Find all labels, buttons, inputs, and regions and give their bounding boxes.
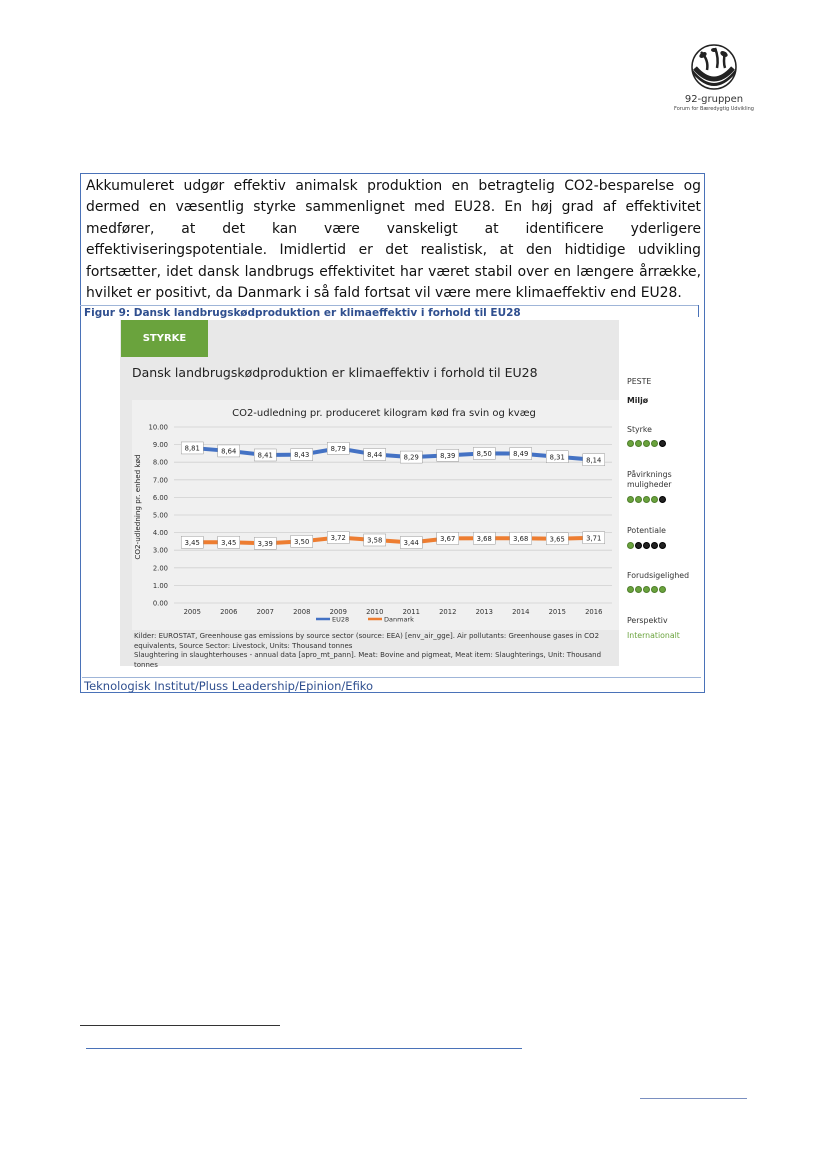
data-label: 8,44 [367,451,383,460]
rating-dot-filled-icon [627,440,634,447]
forudsig-rating [627,586,666,593]
rating-dot-filled-icon [627,542,634,549]
x-tick-label: 2006 [220,608,238,616]
rating-dot-filled-icon [643,586,650,593]
intro-paragraph: Akkumuleret udgør effektiv animalsk produktion en betragtelig CO2-besparelse og dermed en væsentlig styrke sammenlignet med EU28. En høj grad af effektivitet medfører, at det kan være vanskeligt at identificere yderligere effektiviseringspotentiale. Imidlertid er det realistisk, at den hidtidige udvikling fortsætter, idet dansk landbrugs effektivitet har været stabil over en længere årrække, hvilket er positivt, da Danmark i så fald fortsat vil være mere klimaeffektiv end EU28. [86,178,701,302]
data-label: 3,50 [294,538,310,546]
styrke-label: Styrke [627,425,652,434]
data-label: 8,29 [403,453,419,462]
y-tick-label: 10.00 [148,423,168,432]
y-tick-label: 4.00 [152,529,168,538]
y-tick-label: 8.00 [152,458,168,467]
data-label: 3,45 [221,538,237,547]
x-tick-label: 2015 [548,608,566,616]
potentiale-rating [627,542,666,549]
y-tick-label: 5.00 [152,511,168,520]
x-tick-label: 2011 [402,608,420,616]
panel-title: Dansk landbrugskødproduktion er klimaeffektiv i forhold til EU28 [132,365,538,380]
rating-dot-filled-icon [643,440,650,447]
x-tick-label: 2005 [183,608,201,616]
data-label: 3,39 [257,539,273,548]
logo-subtitle: Forum for Bæredygtig Udvikling [674,106,754,112]
x-tick-label: 2012 [439,608,457,616]
line-chart [120,400,619,630]
styrke-rating [627,440,666,447]
figure-caption: Figur 9: Dansk landbrugskødproduktion er klimaeffektiv i forhold til EU28 [84,307,521,319]
perspektiv-label: Perspektiv [627,616,668,625]
y-tick-label: 7.00 [152,476,168,485]
rating-dot-empty-icon [643,542,650,549]
data-label: 8,39 [440,451,456,460]
rating-dot-filled-icon [635,440,642,447]
rating-dot-filled-icon [635,496,642,503]
caption-rule [80,305,699,306]
rating-dot-filled-icon [651,440,658,447]
x-tick-label: 2009 [329,608,347,616]
rating-dot-filled-icon [627,586,634,593]
data-label: 3,67 [440,535,456,544]
chart-sources [134,632,614,670]
peste-value: Miljø [627,396,649,405]
rating-dot-filled-icon [651,496,658,503]
data-label: 8,31 [549,453,565,462]
x-tick-label: 2007 [256,608,274,616]
peste-label: PESTE [627,377,652,386]
y-tick-label: 2.00 [152,564,168,573]
data-label: 8,79 [330,444,346,453]
data-label: 8,14 [586,456,602,465]
perspektiv-value: Internationalt [627,631,680,640]
figure-source-footer: Teknologisk Institut/Pluss Leadership/Epinion/Efiko [82,677,701,693]
rating-dot-filled-icon [635,586,642,593]
y-axis-label: CO2-udledning pr. enhed kød [133,454,142,560]
legend-label: EU28 [332,615,350,624]
y-tick-label: 1.00 [152,581,168,590]
data-label: 3,58 [367,536,383,545]
rating-dot-empty-icon [659,496,666,503]
data-label: 3,71 [586,534,602,543]
data-label: 3,68 [476,534,492,543]
data-label: 8,43 [294,451,310,460]
globe-logo-icon [679,40,749,92]
rating-dot-filled-icon [643,496,650,503]
x-tick-label: 2014 [512,608,530,616]
paavirk-rating [627,496,666,503]
forudsig-label: Forudsigelighed [627,571,690,580]
x-tick-label: 2013 [475,608,493,616]
data-label: 8,49 [513,450,529,459]
footnote-rule [80,1025,280,1026]
source-line-2: equivalents, Source Sector: Livestock, Units: Thousand tonnes [134,641,353,650]
styrke-tag: STYRKE [121,320,208,357]
y-tick-label: 3.00 [152,546,168,555]
data-label: 8,50 [476,450,492,458]
footnote-link-underline [86,1048,522,1049]
source-line-3: Slaughtering in slaughterhouses - annual data [apro_mt_pann]. Meat: Bovine and pigmeat, Meat item: Slaughterings, Unit: Thousand tonnes [134,651,602,669]
rating-dot-filled-icon [651,586,658,593]
rating-dot-empty-icon [659,542,666,549]
chart-title: CO2-udledning pr. produceret kilogram kød fra svin og kvæg [232,408,536,419]
caption-rule-right [698,305,699,317]
source-line-1: Kilder: EUROSTAT, Greenhouse gas emissions by source sector (source: EEA) [env_air_gge]. Air pollutants: Greenhouse gases in CO2 [134,632,600,640]
data-label: 8,41 [257,451,273,460]
data-label: 3,45 [184,538,200,547]
page-number-rule [640,1098,747,1099]
side-panel [619,320,699,666]
data-label: 3,44 [403,539,419,548]
data-label: 3,68 [513,534,529,543]
data-label: 8,81 [184,444,200,453]
potentiale-label: Potentiale [627,526,666,535]
data-label: 8,64 [221,447,237,456]
y-tick-label: 0.00 [152,599,168,608]
paavirk-label-2: muligheder [627,480,672,489]
paavirk-label-1: Påvirknings [627,470,672,479]
x-tick-label: 2010 [366,608,384,616]
y-tick-label: 6.00 [152,493,168,502]
y-tick-label: 9.00 [152,441,168,450]
data-label: 3,72 [330,534,346,543]
rating-dot-empty-icon [651,542,658,549]
x-tick-label: 2008 [293,608,311,616]
x-tick-label: 2016 [585,608,603,616]
logo-92-gruppen [664,40,764,112]
rating-dot-filled-icon [659,586,666,593]
legend-label: Danmark [384,615,414,624]
data-label: 3,65 [549,535,565,544]
rating-dot-filled-icon [627,496,634,503]
logo-name: 92-gruppen [684,94,744,105]
rating-dot-empty-icon [635,542,642,549]
rating-dot-empty-icon [659,440,666,447]
